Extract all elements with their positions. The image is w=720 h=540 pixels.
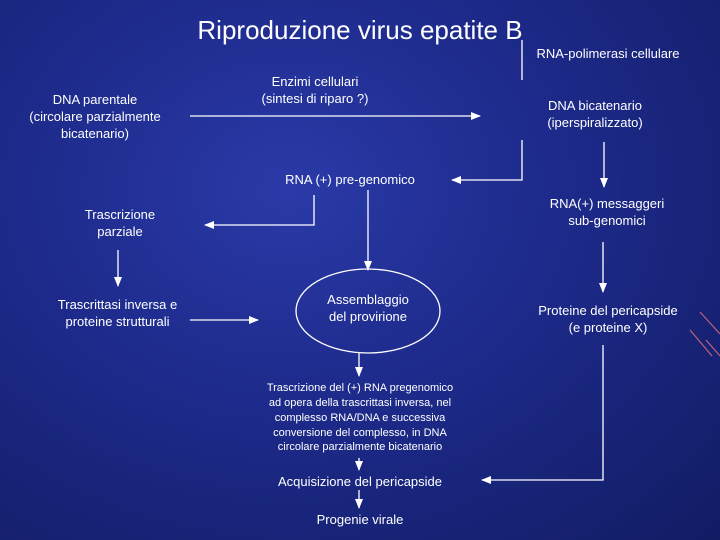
arrow-pregenomico-to-trascrizione (205, 195, 314, 225)
decorative-lines (690, 312, 720, 356)
node-trascrizione-dettaglio-line-3: complesso RNA/DNA e successiva (274, 411, 446, 424)
node-trascrizione-dettaglio-line-5: circolare parzialmente bicatenario (277, 441, 443, 454)
node-proteine-pericapside-line-1: Proteine del pericapside (538, 303, 678, 318)
node-trascrizione-parziale-line-1: Trascrizione (84, 207, 156, 222)
node-proteine-pericapside-line-2: (e proteine X) (568, 319, 648, 335)
node-trascrizione-dettaglio-line-4: conversione del complesso, in DNA (273, 426, 447, 439)
label-rna-polimerasi: RNA-polimerasi cellulare (536, 46, 680, 61)
node-trascrittasi-line-1: Trascrittasi inversa e (57, 297, 178, 312)
node-trascrizione-dettaglio-line-2: ad opera della trascrittasi inversa, nel (268, 396, 452, 409)
slide-title: Riproduzione virus epatite B (197, 15, 523, 45)
arrow-bicatenario-to-pregenomico (452, 140, 522, 180)
arrow-proteine-to-acquisizione (482, 345, 603, 480)
node-trascrittasi-line-2: proteine strutturali (65, 313, 170, 329)
node-enzimi-line-2: (sintesi di riparo ?) (261, 90, 369, 106)
node-rna-messaggeri-line-2: sub-genomici (568, 212, 646, 228)
node-assemblaggio-line-1: Assemblaggio (327, 292, 409, 307)
node-dna-parentale-line-2: (circolare parzialmente (29, 108, 161, 124)
node-trascrizione-parziale-line-2: parziale (97, 223, 143, 239)
node-acquisizione: Acquisizione del pericapside (277, 474, 443, 489)
node-progenie: Progenie virale (316, 512, 404, 527)
node-dna-parentale-line-1: DNA parentale (52, 92, 138, 107)
node-enzimi-line-1: Enzimi cellulari (271, 74, 359, 89)
node-trascrizione-dettaglio-line-1: Trascrizione del (+) RNA pregenomico (266, 382, 454, 394)
node-dna-bicatenario-line-2: (iperspiralizzato) (547, 114, 643, 130)
node-dna-bicatenario-line-1: DNA bicatenario (548, 98, 642, 113)
assemblaggio-ellipse (296, 269, 440, 353)
node-dna-parentale-line-3: bicatenario) (61, 125, 129, 141)
node-assemblaggio-line-2: del provirione (328, 308, 408, 324)
node-rna-pregenomico: RNA (+) pre-genomico (285, 172, 415, 187)
node-rna-messaggeri-line-1: RNA(+) messaggeri (549, 196, 665, 211)
